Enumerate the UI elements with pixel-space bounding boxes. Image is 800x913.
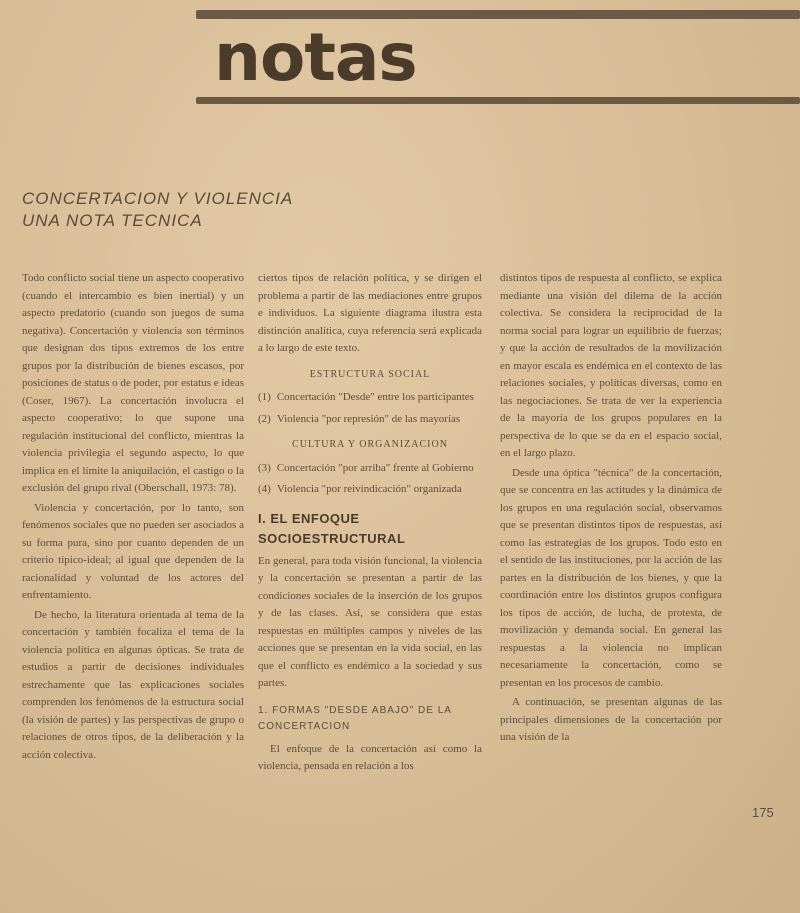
article-title-line-2: UNA NOTA TECNICA [22, 211, 203, 230]
paragraph: Violencia y concertación, por lo tanto, son fenómenos sociales que no pueden ser asociados a su forma pura, sino por cuanto dependen de un criterio típico-ideal; al igual que dependen de la racionalidad y voluntad de los actores del enfrentamiento. [22, 501, 244, 601]
paragraph: Desde una óptica "técnica" de la concertación, que se concentra en las actitudes y la dinámica de los grupos en una regulación social, observamos que se presentan distintos tipos de respuestas, así como las estrategias de los grupos. Todo esto en el sentido de las instituciones, por la acción de las partes en la distribución de los bienes, y que la coordinación entre los distintos grupos configura los tipos de acción, de lucha, de protesta, de movilización y demanda social. En general las respuestas a la violencia no implican necesariamente la concertación, como se presentan en los procesos de cambio. [500, 466, 722, 689]
item-text: Concertación "por arriba" frente al Gobierno [276, 461, 474, 474]
diagram-heading-structure: ESTRUCTURA SOCIAL [309, 368, 431, 380]
subsection-heading: 1. FORMAS "DESDE ABAJO" DE LA CONCERTACION [258, 704, 452, 732]
diagram-item [258, 411, 482, 429]
text-column-3 [500, 270, 722, 749]
paragraph: En general, para toda visión funcional, la violencia y la concertación se presentan a partir de las condiciones sociales de la inserción de los grupos y de las clases. Así, se considera que estas respuestas en múltiples campos y niveles de las acciones que se presentan en la vida social, en las que el conflicto es endémico a la sociedad y sus partes. [258, 554, 482, 689]
header-rule-bottom [196, 97, 800, 104]
text-column-2 [258, 270, 482, 778]
diagram-item [258, 460, 482, 478]
header-rule-top [196, 10, 800, 19]
item-number: (4) [258, 483, 271, 495]
paragraph: Todo conflicto social tiene un aspecto cooperativo (cuando el intercambio es bien inertial) y un aspecto predatorio (cuando son juegos de suma negativa). Concertación y violencia son términos que designan dos tipos extremos de los entre grupos por la distribución de bienes escasos, por posiciones de status o de poder, por estatus e ideas (Coser, 1967). La concertación involucra el aspecto cooperativo; lo que supone una regulación institucional del conflicto, mientras la violencia privilegia el segundo aspecto, lo que implica en el límite la aniquilación, el castigo o la exclusión del grupo rival (Oberschall, 1973: 78). [22, 272, 244, 494]
paragraph: ciertos tipos de relación política, y se dirigen el problema a partir de las mediaciones entre grupos e individuos. La siguiente diagrama ilustra esta distinción analítica, cuya referencia será explicada a lo largo de este texto. [258, 272, 482, 354]
item-text: Violencia "por represión" de las mayorías [276, 412, 461, 425]
paragraph: A continuación, se presentan algunas de las principales dimensiones de la concertación por una visión de la [500, 696, 722, 743]
section-title: notas [214, 19, 417, 96]
paragraph: distintos tipos de respuesta al conflicto, se explica mediante una visión del dilema de la acción colectiva. Se considera la reciprocidad de la norma social para lograr un equilibrio de fuerzas; y que la acción de resultados de la movilización en mayor escala es endémica en el contexto de las relaciones sociales, y políticas diversas, como en las negociaciones. Se trata de ver la experiencia de la mayoría de los grupos populares en la perspectiva de lo que se da en el espacio social, en el largo plazo. [500, 272, 722, 459]
item-number: (3) [258, 461, 271, 474]
article-title-line-1: CONCERTACION Y VIOLENCIA [22, 189, 294, 208]
diagram-heading-culture: CULTURA Y ORGANIZACION [292, 439, 448, 450]
diagram-item [258, 389, 482, 407]
item-text: Violencia "por reivindicación" organizada [276, 483, 462, 495]
diagram-item [258, 481, 482, 499]
section-heading: I. EL ENFOQUE SOCIOESTRUCTURAL [258, 510, 406, 546]
page-number: 175 [752, 805, 774, 820]
item-number: (2) [258, 412, 271, 425]
paragraph: De hecho, la literatura orientada al tema de la concertación y también focaliza el tema de la violencia política en algunas ópticas. Se trata de estudios a partir de decisiones individuales estrechamente que las explicaciones sociales comprenden los fenómenos de la estructura social (la visión de partes) y las perspectivas de grupo o relaciones de otros tipos, de la deliberación y la acción colectiva. [22, 608, 244, 761]
item-text: Concertación "Desde" entre los participantes [276, 391, 474, 403]
text-column-1 [22, 270, 244, 766]
item-number: (1) [258, 391, 271, 403]
article-title [22, 188, 382, 232]
paragraph: El enfoque de la concertación así como la violencia, pensada en relación a los [258, 742, 482, 772]
